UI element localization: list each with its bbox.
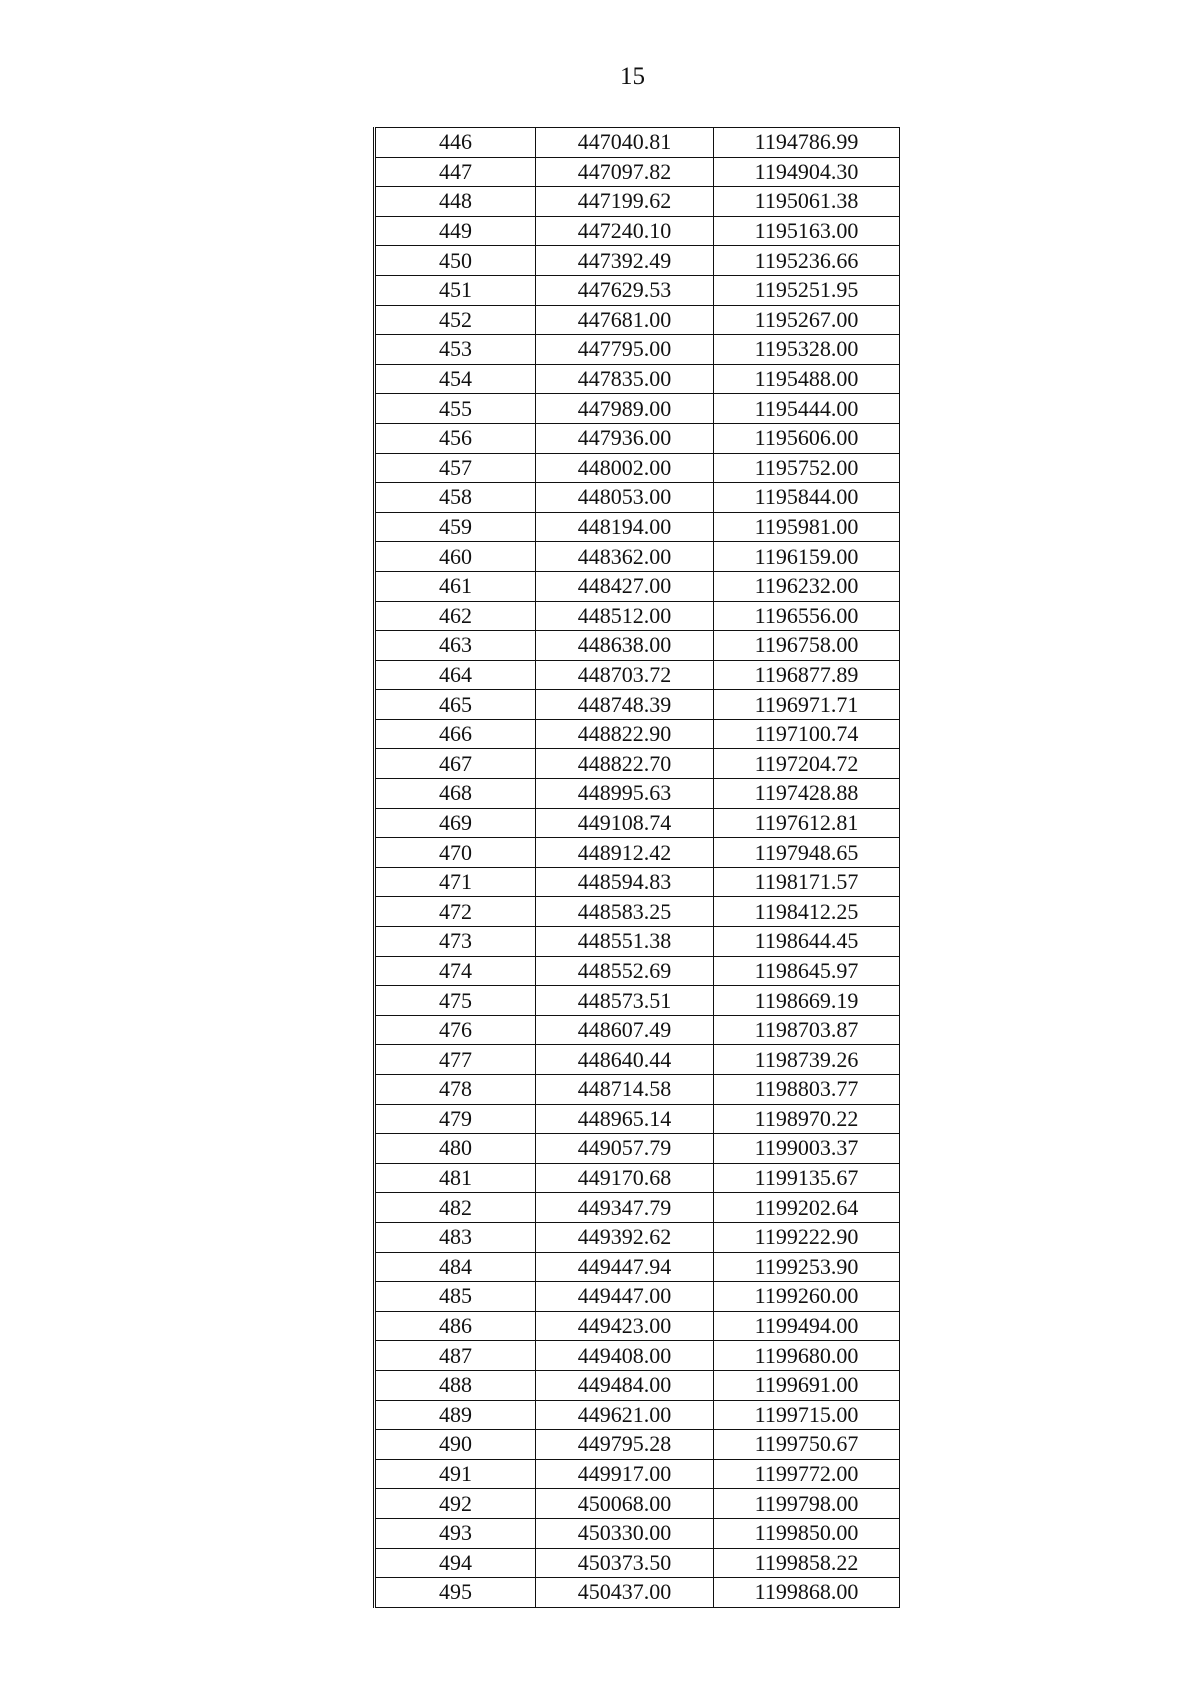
- y-coordinate-cell: 1195328.00: [714, 335, 900, 365]
- table-row: [375, 216, 900, 246]
- x-coordinate-cell: 448638.00: [536, 631, 714, 661]
- table-row: [375, 867, 900, 897]
- table-row: [375, 956, 900, 986]
- y-coordinate-cell: 1199260.00: [714, 1282, 900, 1312]
- y-coordinate-cell: 1199202.64: [714, 1193, 900, 1223]
- y-coordinate-cell: 1195752.00: [714, 453, 900, 483]
- y-coordinate-cell: 1196232.00: [714, 571, 900, 601]
- y-coordinate-cell: 1194904.30: [714, 157, 900, 187]
- table-row: [375, 1104, 900, 1134]
- table-row: [375, 1193, 900, 1223]
- point-number-cell: 476: [375, 1015, 536, 1045]
- x-coordinate-cell: 448965.14: [536, 1104, 714, 1134]
- x-coordinate-cell: 447989.00: [536, 394, 714, 424]
- y-coordinate-cell: 1195236.66: [714, 246, 900, 276]
- point-number-cell: 453: [375, 335, 536, 365]
- point-number-cell: 461: [375, 571, 536, 601]
- point-number-cell: 447: [375, 157, 536, 187]
- y-coordinate-cell: 1199772.00: [714, 1459, 900, 1489]
- point-number-cell: 459: [375, 512, 536, 542]
- table-row: [375, 719, 900, 749]
- table-row: [375, 187, 900, 217]
- table-row: [375, 335, 900, 365]
- point-number-cell: 450: [375, 246, 536, 276]
- x-coordinate-cell: 447681.00: [536, 305, 714, 335]
- x-coordinate-cell: 447835.00: [536, 364, 714, 394]
- point-number-cell: 484: [375, 1252, 536, 1282]
- table-row: [375, 690, 900, 720]
- x-coordinate-cell: 449795.28: [536, 1430, 714, 1460]
- table-row: [375, 364, 900, 394]
- table-row: [375, 305, 900, 335]
- point-number-cell: 464: [375, 660, 536, 690]
- point-number-cell: 466: [375, 719, 536, 749]
- y-coordinate-cell: 1199222.90: [714, 1222, 900, 1252]
- y-coordinate-cell: 1197428.88: [714, 779, 900, 809]
- point-number-cell: 469: [375, 808, 536, 838]
- y-coordinate-cell: 1195267.00: [714, 305, 900, 335]
- x-coordinate-cell: 449423.00: [536, 1311, 714, 1341]
- y-coordinate-cell: 1198412.25: [714, 897, 900, 927]
- table-row: [375, 275, 900, 305]
- y-coordinate-cell: 1199253.90: [714, 1252, 900, 1282]
- y-coordinate-cell: 1199003.37: [714, 1134, 900, 1164]
- y-coordinate-cell: 1196159.00: [714, 542, 900, 572]
- point-number-cell: 462: [375, 601, 536, 631]
- x-coordinate-cell: 449408.00: [536, 1341, 714, 1371]
- point-number-cell: 482: [375, 1193, 536, 1223]
- y-coordinate-cell: 1199691.00: [714, 1370, 900, 1400]
- y-coordinate-cell: 1197204.72: [714, 749, 900, 779]
- point-number-cell: 491: [375, 1459, 536, 1489]
- point-number-cell: 478: [375, 1075, 536, 1105]
- x-coordinate-cell: 448703.72: [536, 660, 714, 690]
- x-coordinate-cell: 448583.25: [536, 897, 714, 927]
- table-row: [375, 1430, 900, 1460]
- x-coordinate-cell: 447240.10: [536, 216, 714, 246]
- table-row: [375, 542, 900, 572]
- table-row: [375, 394, 900, 424]
- point-number-cell: 460: [375, 542, 536, 572]
- table-row: [375, 1341, 900, 1371]
- point-number-cell: 472: [375, 897, 536, 927]
- table-row: [375, 631, 900, 661]
- point-number-cell: 488: [375, 1370, 536, 1400]
- y-coordinate-cell: 1198644.45: [714, 927, 900, 957]
- y-coordinate-cell: 1199868.00: [714, 1578, 900, 1608]
- table-row: [375, 1222, 900, 1252]
- table-row: [375, 897, 900, 927]
- point-number-cell: 454: [375, 364, 536, 394]
- point-number-cell: 492: [375, 1489, 536, 1519]
- x-coordinate-cell: 448912.42: [536, 838, 714, 868]
- x-coordinate-cell: 448594.83: [536, 867, 714, 897]
- x-coordinate-cell: 447795.00: [536, 335, 714, 365]
- x-coordinate-cell: 448607.49: [536, 1015, 714, 1045]
- x-coordinate-cell: 449108.74: [536, 808, 714, 838]
- table-row: [375, 1311, 900, 1341]
- table-row: [375, 128, 900, 158]
- x-coordinate-cell: 448573.51: [536, 986, 714, 1016]
- y-coordinate-cell: 1199798.00: [714, 1489, 900, 1519]
- table-row: [375, 986, 900, 1016]
- x-coordinate-cell: 449170.68: [536, 1163, 714, 1193]
- y-coordinate-cell: 1198703.87: [714, 1015, 900, 1045]
- y-coordinate-cell: 1198803.77: [714, 1075, 900, 1105]
- x-coordinate-cell: 448822.70: [536, 749, 714, 779]
- x-coordinate-cell: 448748.39: [536, 690, 714, 720]
- point-number-cell: 473: [375, 927, 536, 957]
- table-row: [375, 660, 900, 690]
- x-coordinate-cell: 448995.63: [536, 779, 714, 809]
- table-row: [375, 1075, 900, 1105]
- y-coordinate-cell: 1198171.57: [714, 867, 900, 897]
- y-coordinate-cell: 1199680.00: [714, 1341, 900, 1371]
- coordinates-table-body: [375, 128, 900, 1608]
- point-number-cell: 452: [375, 305, 536, 335]
- point-number-cell: 477: [375, 1045, 536, 1075]
- y-coordinate-cell: 1195251.95: [714, 275, 900, 305]
- y-coordinate-cell: 1199494.00: [714, 1311, 900, 1341]
- x-coordinate-cell: 448640.44: [536, 1045, 714, 1075]
- y-coordinate-cell: 1196556.00: [714, 601, 900, 631]
- table-row: [375, 157, 900, 187]
- point-number-cell: 446: [375, 128, 536, 158]
- table-row: [375, 453, 900, 483]
- x-coordinate-cell: 448512.00: [536, 601, 714, 631]
- x-coordinate-cell: 449347.79: [536, 1193, 714, 1223]
- point-number-cell: 489: [375, 1400, 536, 1430]
- point-number-cell: 457: [375, 453, 536, 483]
- point-number-cell: 470: [375, 838, 536, 868]
- x-coordinate-cell: 449621.00: [536, 1400, 714, 1430]
- x-coordinate-cell: 447199.62: [536, 187, 714, 217]
- x-coordinate-cell: 448194.00: [536, 512, 714, 542]
- point-number-cell: 474: [375, 956, 536, 986]
- y-coordinate-cell: 1195844.00: [714, 483, 900, 513]
- table-row: [375, 1370, 900, 1400]
- point-number-cell: 475: [375, 986, 536, 1016]
- y-coordinate-cell: 1196877.89: [714, 660, 900, 690]
- y-coordinate-cell: 1197948.65: [714, 838, 900, 868]
- y-coordinate-cell: 1199850.00: [714, 1518, 900, 1548]
- y-coordinate-cell: 1199750.67: [714, 1430, 900, 1460]
- y-coordinate-cell: 1196971.71: [714, 690, 900, 720]
- y-coordinate-cell: 1198669.19: [714, 986, 900, 1016]
- y-coordinate-cell: 1199858.22: [714, 1548, 900, 1578]
- point-number-cell: 493: [375, 1518, 536, 1548]
- x-coordinate-cell: 449484.00: [536, 1370, 714, 1400]
- table-row: [375, 1518, 900, 1548]
- y-coordinate-cell: 1194786.99: [714, 128, 900, 158]
- x-coordinate-cell: 448053.00: [536, 483, 714, 513]
- point-number-cell: 483: [375, 1222, 536, 1252]
- point-number-cell: 463: [375, 631, 536, 661]
- x-coordinate-cell: 448362.00: [536, 542, 714, 572]
- table-row: [375, 749, 900, 779]
- table-row: [375, 1400, 900, 1430]
- x-coordinate-cell: 448552.69: [536, 956, 714, 986]
- point-number-cell: 467: [375, 749, 536, 779]
- table-row: [375, 779, 900, 809]
- table-row: [375, 1459, 900, 1489]
- table-row: [375, 927, 900, 957]
- y-coordinate-cell: 1195444.00: [714, 394, 900, 424]
- x-coordinate-cell: 450373.50: [536, 1548, 714, 1578]
- y-coordinate-cell: 1199135.67: [714, 1163, 900, 1193]
- point-number-cell: 465: [375, 690, 536, 720]
- table-row: [375, 571, 900, 601]
- x-coordinate-cell: 448822.90: [536, 719, 714, 749]
- table-row: [375, 808, 900, 838]
- point-number-cell: 481: [375, 1163, 536, 1193]
- point-number-cell: 487: [375, 1341, 536, 1371]
- coordinates-table: [373, 127, 900, 1608]
- y-coordinate-cell: 1196758.00: [714, 631, 900, 661]
- point-number-cell: 495: [375, 1578, 536, 1608]
- point-number-cell: 449: [375, 216, 536, 246]
- y-coordinate-cell: 1195981.00: [714, 512, 900, 542]
- table-row: [375, 423, 900, 453]
- table-row: [375, 838, 900, 868]
- point-number-cell: 494: [375, 1548, 536, 1578]
- y-coordinate-cell: 1199715.00: [714, 1400, 900, 1430]
- x-coordinate-cell: 449447.00: [536, 1282, 714, 1312]
- y-coordinate-cell: 1198645.97: [714, 956, 900, 986]
- point-number-cell: 471: [375, 867, 536, 897]
- table-row: [375, 483, 900, 513]
- x-coordinate-cell: 449917.00: [536, 1459, 714, 1489]
- table-row: [375, 246, 900, 276]
- x-coordinate-cell: 449447.94: [536, 1252, 714, 1282]
- x-coordinate-cell: 448427.00: [536, 571, 714, 601]
- point-number-cell: 486: [375, 1311, 536, 1341]
- y-coordinate-cell: 1195163.00: [714, 216, 900, 246]
- x-coordinate-cell: 449392.62: [536, 1222, 714, 1252]
- x-coordinate-cell: 447040.81: [536, 128, 714, 158]
- table-row: [375, 1548, 900, 1578]
- table-row: [375, 1252, 900, 1282]
- table-row: [375, 601, 900, 631]
- y-coordinate-cell: 1197100.74: [714, 719, 900, 749]
- page-number: 15: [620, 63, 645, 90]
- table-row: [375, 512, 900, 542]
- table-row: [375, 1578, 900, 1608]
- table-row: [375, 1163, 900, 1193]
- table-row: [375, 1489, 900, 1519]
- point-number-cell: 468: [375, 779, 536, 809]
- x-coordinate-cell: 447936.00: [536, 423, 714, 453]
- x-coordinate-cell: 447629.53: [536, 275, 714, 305]
- x-coordinate-cell: 447097.82: [536, 157, 714, 187]
- x-coordinate-cell: 448714.58: [536, 1075, 714, 1105]
- point-number-cell: 448: [375, 187, 536, 217]
- point-number-cell: 490: [375, 1430, 536, 1460]
- x-coordinate-cell: 448551.38: [536, 927, 714, 957]
- point-number-cell: 480: [375, 1134, 536, 1164]
- x-coordinate-cell: 450068.00: [536, 1489, 714, 1519]
- point-number-cell: 456: [375, 423, 536, 453]
- x-coordinate-cell: 448002.00: [536, 453, 714, 483]
- x-coordinate-cell: 449057.79: [536, 1134, 714, 1164]
- x-coordinate-cell: 447392.49: [536, 246, 714, 276]
- table-row: [375, 1045, 900, 1075]
- y-coordinate-cell: 1198739.26: [714, 1045, 900, 1075]
- y-coordinate-cell: 1195061.38: [714, 187, 900, 217]
- point-number-cell: 458: [375, 483, 536, 513]
- x-coordinate-cell: 450330.00: [536, 1518, 714, 1548]
- point-number-cell: 479: [375, 1104, 536, 1134]
- point-number-cell: 451: [375, 275, 536, 305]
- point-number-cell: 455: [375, 394, 536, 424]
- table-row: [375, 1282, 900, 1312]
- table-row: [375, 1015, 900, 1045]
- point-number-cell: 485: [375, 1282, 536, 1312]
- x-coordinate-cell: 450437.00: [536, 1578, 714, 1608]
- y-coordinate-cell: 1198970.22: [714, 1104, 900, 1134]
- y-coordinate-cell: 1195488.00: [714, 364, 900, 394]
- table-row: [375, 1134, 900, 1164]
- y-coordinate-cell: 1195606.00: [714, 423, 900, 453]
- y-coordinate-cell: 1197612.81: [714, 808, 900, 838]
